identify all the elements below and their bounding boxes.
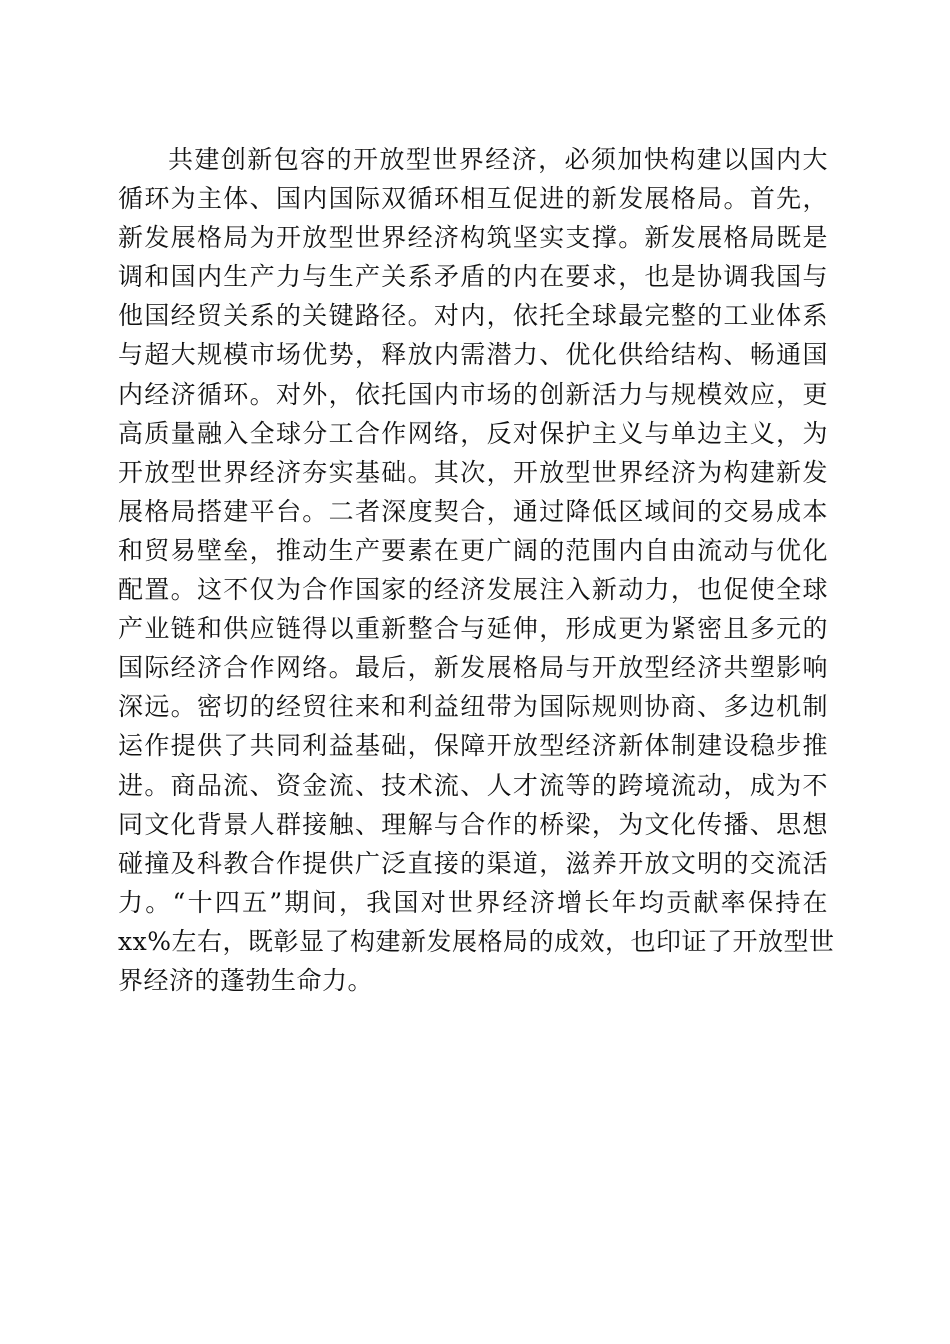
paragraph-line: 产业链和供应链得以重新整合与延伸，形成更为紧密且多元的 <box>118 614 828 644</box>
paragraph-line: 同文化背景人群接触、理解与合作的桥梁，为文化传播、思想 <box>118 809 828 839</box>
paragraph-line: 他国经贸关系的关键路径。对内，依托全球最完整的工业体系 <box>118 301 828 331</box>
paragraph-line: 国际经济合作网络。最后，新发展格局与开放型经济共塑影响 <box>118 653 828 683</box>
paragraph-line: 开放型世界经济夯实基础。其次，开放型世界经济为构建新发 <box>118 457 828 487</box>
paragraph-line: 循环为主体、国内国际双循环相互促进的新发展格局。首先， <box>118 184 828 214</box>
paragraph-line: 高质量融入全球分工合作网络，反对保护主义与单边主义，为 <box>118 418 828 448</box>
paragraph-line: 调和国内生产力与生产关系矛盾的内在要求，也是协调我国与 <box>118 262 828 292</box>
paragraph-line: xx%左右，既彰显了构建新发展格局的成效，也印证了开放型世 <box>118 926 835 956</box>
paragraph-line: 力。“十四五”期间，我国对世界经济增长年均贡献率保持在 <box>118 887 828 917</box>
paragraph-line: 碰撞及科教合作提供广泛直接的渠道，滋养开放文明的交流活 <box>118 848 828 878</box>
paragraph-line: 与超大规模市场优势，释放内需潜力、优化供给结构、畅通国 <box>118 340 828 370</box>
paragraph-line: 运作提供了共同利益基础，保障开放型经济新体制建设稳步推 <box>118 731 828 761</box>
paragraph-line: 内经济循环。对外，依托国内市场的创新活力与规模效应，更 <box>118 379 828 409</box>
paragraph-line: 进。商品流、资金流、技术流、人才流等的跨境流动，成为不 <box>118 770 828 800</box>
paragraph-line: 配置。这不仅为合作国家的经济发展注入新动力，也促使全球 <box>118 575 828 605</box>
paragraph-line: 展格局搭建平台。二者深度契合，通过降低区域间的交易成本 <box>118 496 828 526</box>
body-paragraph <box>118 140 835 1000</box>
paragraph-line: 和贸易壁垒，推动生产要素在更广阔的范围内自由流动与优化 <box>118 535 828 565</box>
paragraph-line: 深远。密切的经贸往来和利益纽带为国际规则协商、多边机制 <box>118 692 828 722</box>
paragraph-line: 界经济的蓬勃生命力。 <box>118 965 374 995</box>
paragraph-line: 共建创新包容的开放型世界经济，必须加快构建以国内大 <box>168 145 828 174</box>
paragraph-line: 新发展格局为开放型世界经济构筑坚实支撑。新发展格局既是 <box>118 223 828 253</box>
